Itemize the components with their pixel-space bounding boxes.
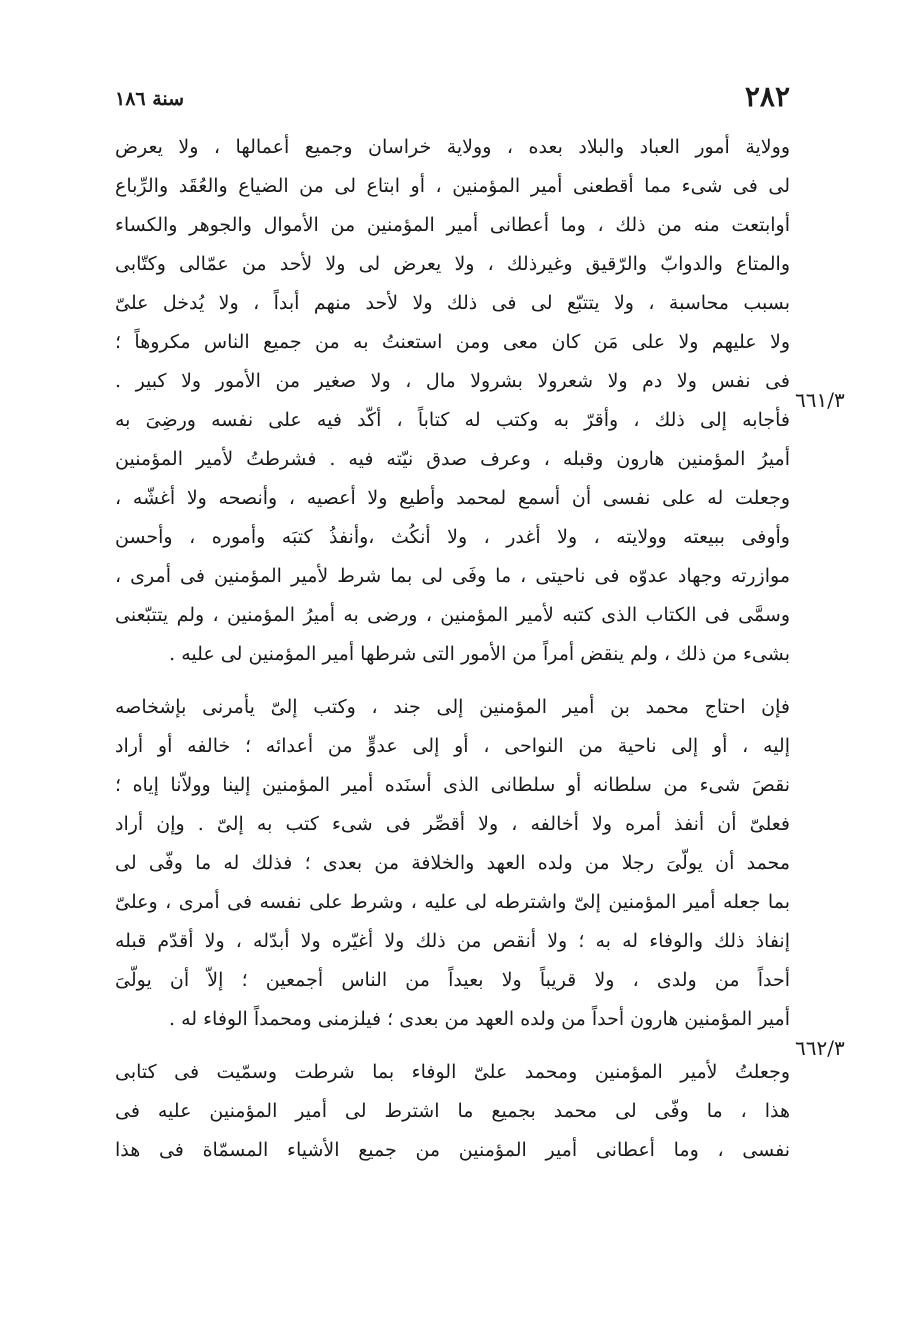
text-line: بسبب محاسبة ، ولا يتتبّع لى فى ذلك ولا لأحد منهم أبداً ، ولا يُدخل علىّ	[115, 292, 790, 314]
paragraph	[115, 1053, 790, 1170]
text-line: وولاية أمور العباد والبلاد بعده ، وولاية خراسان وجميع أعمالها ، ولا يعرض	[115, 136, 790, 158]
text-line: هذا ، ما وفّى لى محمد بجميع ما اشترط لى أمير المؤمنين عليه فى	[115, 1100, 790, 1122]
page-number: ٢٨٢	[744, 80, 790, 113]
text-line: محمد أن يولّىَ رجلا من ولده العهد والخلافة من بعدى ؛ فذلك له ما وفّى لى	[115, 852, 790, 874]
text-line: إليه ، أو إلى ناحية من النواحى ، أو إلى عدوٍّ من أعدائه ؛ خالفه أو أراد	[115, 735, 790, 757]
text-line: فأجابه إلى ذلك ، وأقرّ به وكتب له كتاباً ، أكّد فيه على نفسه ورضِىَ به	[115, 409, 790, 431]
text-line: أمير المؤمنين هارون أحداً من ولده العهد من بعدى ؛ فيلزمنى ومحمداً الوفاء له .	[169, 1008, 790, 1030]
text-line: أوابتعت منه من ذلك ، وما أعطانى أمير المؤمنين من الأموال والجوهر والكساء	[115, 214, 790, 236]
body-text	[115, 128, 790, 1170]
text-line: وجعلتُ لأمير المؤمنين ومحمد علىّ الوفاء بما شرطت وسمّيت فى كتابى	[115, 1061, 790, 1083]
text-line: ولا عليهم ولا على مَن كان معى ومن استعنتُ به من جميع الناس مكروهاً ؛	[115, 331, 790, 353]
paragraph	[115, 688, 790, 1039]
text-line: بما جعله أمير المؤمنين إلىّ واشترطه لى عليه ، وشرط على نفسه فى أمرى ، وعلىّ	[115, 891, 790, 913]
year-label: سنة ١٨٦	[115, 88, 185, 110]
text-line: فعلىّ أن أنفذ أمره ولا أخالفه ، ولا أقصِّر فى شىء كتب به إلىّ . وإن أراد	[115, 813, 790, 835]
paragraph-gap	[115, 674, 790, 688]
page-header	[115, 80, 790, 120]
text-line: بشىء من ذلك ، ولم ينقض أمراً من الأمور التى شرطها أمير المؤمنين لى عليه .	[169, 643, 790, 665]
text-line: لى فى شىء مما أقطعنى أمير المؤمنين ، أو ابتاع لى من الضياع والعُقَد والرِّباع	[115, 175, 790, 197]
text-line: فى نفس ولا دم ولا شعرولا بشرولا مال ، ولا صغير من الأمور ولا كبير .	[115, 370, 790, 392]
paragraph-gap	[115, 1039, 790, 1053]
text-line: وجعلت له على نفسى أن أسمع لمحمد وأطيع ولا أعصيه ، وأنصحه ولا أغشّه ،	[115, 487, 790, 509]
text-line: وسمَّى فى الكتاب الذى كتبه لأمير المؤمنين ، ورضى به أميرُ المؤمنين ، ولم يتتبّعنى	[115, 604, 790, 626]
margin-reference: ٦٦٢/٣	[795, 1036, 845, 1060]
text-line: نقصَ شىء من سلطانه أو سلطانى الذى أسنَده أمير المؤمنين إلينا وولاّنا إياه ؛	[115, 774, 790, 796]
text-line: أميرُ المؤمنين هارون وقبله ، وعرف صدق نيّته فيه . فشرطتُ لأمير المؤمنين	[115, 448, 790, 470]
text-line: أحداً من ولدى ، ولا قريباً ولا بعيداً من الناس أجمعين ؛ إلاّ أن يولّىَ	[115, 969, 790, 991]
text-line: وأوفى ببيعته وولايته ، ولا أغدر ، ولا أنكُث ،وأنفذُ كتبَه وأموره ، وأحسن	[115, 526, 790, 548]
text-line: إنفاذ ذلك والوفاء له به ؛ ولا أنقص من ذلك ولا أغيّره ولا أبدّله ، ولا أقدّم قبله	[115, 930, 790, 952]
paragraph	[115, 128, 790, 674]
margin-reference: ٦٦١/٣	[795, 388, 845, 412]
text-line: نفسى ، وما أعطانى أمير المؤمنين من جميع الأشياء المسمّاة فى هذا	[115, 1139, 790, 1161]
text-line: والمتاع والدوابّ والرّقيق وغيرذلك ، ولا يعرض لى ولا لأحد من عمّالى وكتّابى	[115, 253, 790, 275]
text-line: فإن احتاج محمد بن أمير المؤمنين إلى جند ، وكتب إلىّ يأمرنى بإشخاصه	[115, 696, 790, 718]
text-line: موازرته وجهاد عدوّه فى ناحيتى ، ما وفَى لى بما شرط لأمير المؤمنين فى أمرى ،	[115, 565, 790, 587]
